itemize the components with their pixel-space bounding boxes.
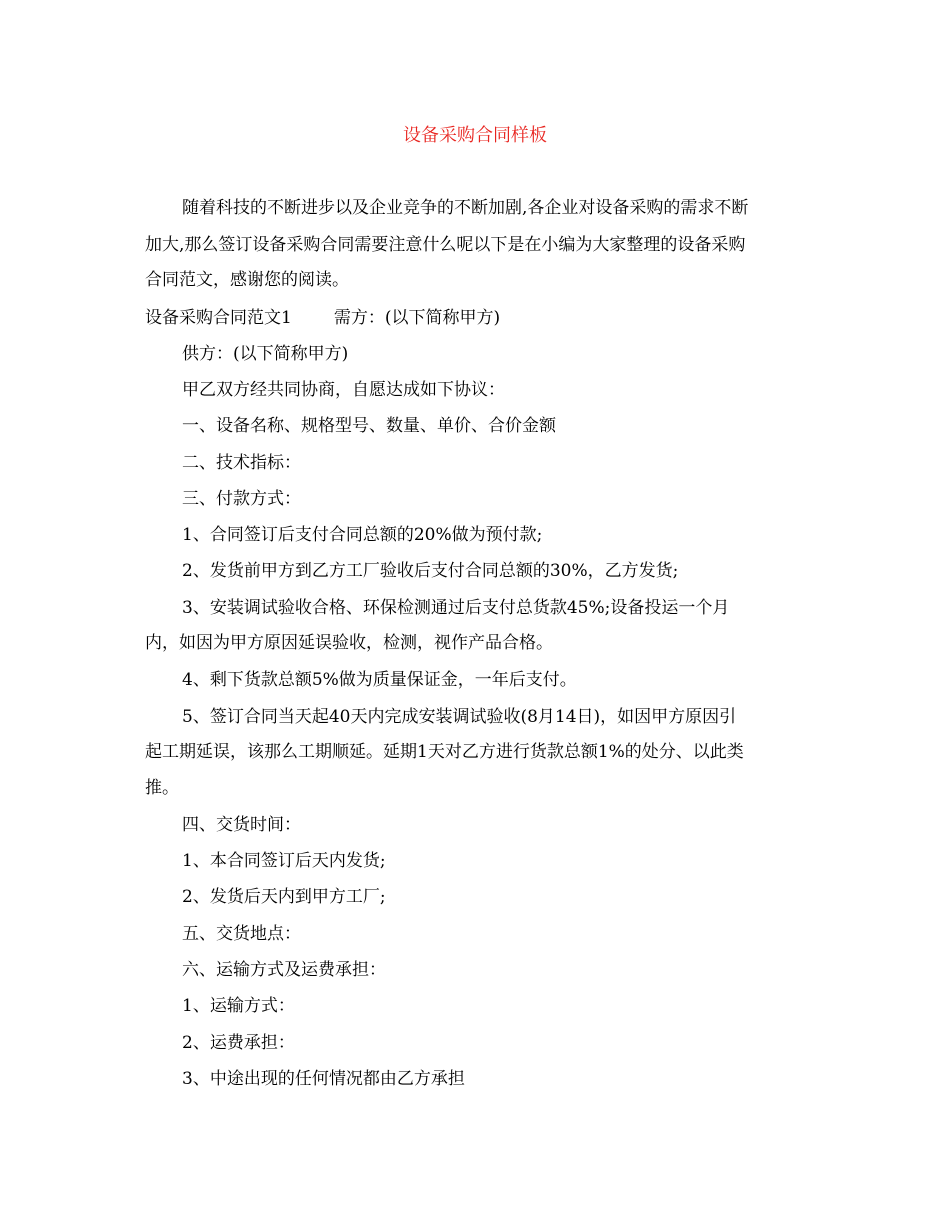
payment-item-2: 2、发货前甲方到乙方工厂验收后支付合同总额的30%，乙方发货; (182, 561, 679, 581)
payment-item-4: 4、剩下货款总额5%做为质量保证金，一年后支付。 (182, 670, 577, 690)
document-title: 设备采购合同样板 (403, 125, 547, 146)
transport-item-1: 1、运输方式： (182, 996, 295, 1016)
payment-item-3-cont: 内，如因为甲方原因延误验收，检测，视作产品合格。 (145, 633, 553, 653)
payment-item-5: 5、签订合同当天起40天内完成安装调试验收(8月14日)，如因甲方原因引 (182, 707, 737, 727)
sample-heading: 设备采购合同范文1 (145, 308, 292, 328)
section-3: 三、付款方式： (182, 489, 301, 509)
delivery-item-2: 2、发货后天内到甲方工厂; (182, 887, 386, 907)
section-1: 一、设备名称、规格型号、数量、单价、合价金额 (182, 416, 556, 436)
payment-item-1: 1、合同签订后支付合同总额的20%做为预付款; (182, 525, 543, 545)
payment-item-5-cont-2: 推。 (145, 778, 179, 798)
section-4: 四、交货时间： (182, 815, 301, 835)
transport-item-2: 2、运费承担： (182, 1033, 295, 1053)
payment-item-5-cont-1: 起工期延误，该那么工期顺延。延期1天对乙方进行货款总额1%的处分、以此类 (145, 742, 744, 762)
intro-line-2: 加大,那么签订设备采购合同需要注意什么呢以下是在小编为大家整理的设备采购 (145, 235, 746, 255)
intro-line-3: 合同范文，感谢您的阅读。 (145, 270, 349, 290)
sample-heading-row (145, 306, 825, 330)
section-6: 六、运输方式及运费承担： (182, 960, 386, 980)
agreement-line: 甲乙双方经共同协商，自愿达成如下协议： (182, 380, 505, 400)
intro-line-1: 随着科技的不断进步以及企业竞争的不断加剧,各企业对设备采购的需求不断 (182, 198, 749, 218)
transport-item-3: 3、中途出现的任何情况都由乙方承担 (182, 1069, 465, 1089)
supplier-line: 供方：(以下简称甲方) (182, 344, 349, 364)
buyer-line: 需方：(以下简称甲方) (333, 308, 501, 328)
payment-item-3: 3、安装调试验收合格、环保检测通过后支付总货款45%;设备投运一个月 (182, 598, 730, 618)
section-2: 二、技术指标： (182, 453, 301, 473)
delivery-item-1: 1、本合同签订后天内发货; (182, 851, 386, 871)
section-5: 五、交货地点： (182, 924, 301, 944)
